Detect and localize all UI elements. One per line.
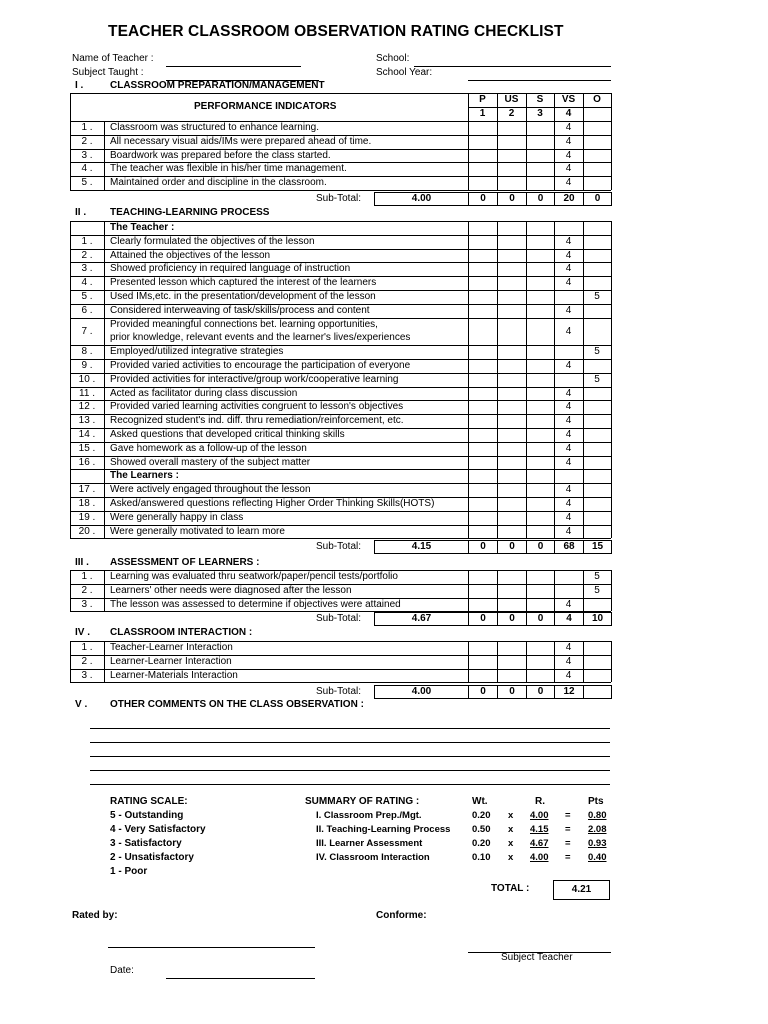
row-indicator-text: Learning was evaluated thru seatwork/paper/pencil tests/portfolio xyxy=(110,571,398,582)
score-vs: 4 xyxy=(565,387,572,399)
performance-indicators-heading: PERFORMANCE INDICATORS xyxy=(194,101,337,112)
table-rule xyxy=(526,221,527,538)
subtotal-average: 4.00 xyxy=(374,685,469,699)
school-field[interactable] xyxy=(414,66,611,67)
score-vs: 4 xyxy=(565,304,572,316)
column-head: O xyxy=(593,94,601,105)
subtotal-vs: 4 xyxy=(554,612,584,626)
score-vs: 4 xyxy=(565,235,572,247)
score-o: 5 xyxy=(594,373,600,385)
table-rule xyxy=(70,641,71,682)
row-number: 1 . xyxy=(81,642,93,653)
score-o xyxy=(583,304,611,318)
summary-row-rating: 4.00 xyxy=(530,852,549,863)
comment-line[interactable] xyxy=(90,784,610,785)
score-o xyxy=(583,162,611,176)
date-label: Date: xyxy=(110,965,134,976)
summary-row-weight: 0.10 xyxy=(472,852,491,863)
score-o xyxy=(583,249,611,263)
table-rule xyxy=(497,121,498,190)
row-indicator-text: Clearly formulated the objectives of the lesson xyxy=(110,235,315,247)
table-rule xyxy=(554,570,555,611)
row-number: 7 . xyxy=(81,325,93,337)
summary-row-label: II. Teaching-Learning Process xyxy=(316,824,451,835)
score-vs: 4 xyxy=(565,401,572,413)
rating-scale-item: 4 - Very Satisfactory xyxy=(110,824,206,835)
section-title: CLASSROOM PREPARATION/MANAGEMENT xyxy=(110,80,325,91)
score-o xyxy=(583,456,611,470)
score-o: 5 xyxy=(594,291,600,302)
comment-line[interactable] xyxy=(90,756,610,757)
table-rule xyxy=(611,93,612,121)
summary-col-r: R. xyxy=(535,796,545,807)
row-indicator-text: Provided meaningful connections bet. learning opportunities, xyxy=(110,318,378,330)
summary-row-points: 0.80 xyxy=(588,810,607,821)
score-vs: 4 xyxy=(565,325,572,337)
row-number: 3 . xyxy=(81,669,93,681)
subtotal-vs: 68 xyxy=(554,540,584,554)
table-row-rule xyxy=(70,682,611,683)
score-vs: 4 xyxy=(565,163,572,175)
subtotal-o: 0 xyxy=(583,192,612,206)
row-indicator-text: prior knowledge, relevant events and the learner's lives/experiences xyxy=(110,332,411,344)
row-number: 2 . xyxy=(81,249,93,261)
subtotal-us: 0 xyxy=(497,540,527,554)
score-o xyxy=(583,235,611,249)
score-o xyxy=(583,428,611,442)
score-o xyxy=(583,497,611,511)
score-vs: 4 xyxy=(565,277,572,289)
table-rule xyxy=(70,93,71,121)
row-number: 6 . xyxy=(81,304,93,316)
score-vs: 4 xyxy=(565,135,572,147)
score-o xyxy=(583,262,611,276)
score-o xyxy=(583,669,611,683)
row-number: 3 . xyxy=(81,149,93,161)
summary-row-weight: 0.50 xyxy=(472,824,491,835)
column-head: S xyxy=(536,94,544,105)
subtotal-s: 0 xyxy=(526,612,555,626)
summary-row-equals: = xyxy=(565,810,571,821)
score-o xyxy=(583,598,611,612)
row-number: 2 . xyxy=(81,135,93,147)
summary-row-weight: 0.20 xyxy=(472,838,491,849)
score-vs: 4 xyxy=(565,122,572,133)
row-number: 12 . xyxy=(78,401,96,413)
subtotal-o: 10 xyxy=(583,612,612,626)
score-vs xyxy=(554,570,583,584)
section-v-roman: V . xyxy=(75,699,88,710)
row-indicator-text: Employed/utilized integrative strategies xyxy=(110,346,284,358)
school-label: School: xyxy=(376,53,410,64)
summary-row-equals: = xyxy=(565,838,571,849)
summary-row-times: x xyxy=(508,838,514,849)
score-vs: 4 xyxy=(565,498,572,509)
subtotal-label: Sub-Total: xyxy=(316,193,362,204)
row-number: 14 . xyxy=(78,429,96,440)
subtotal-o: 15 xyxy=(583,540,612,554)
table-rule xyxy=(104,121,105,190)
row-number: 20 . xyxy=(78,525,96,537)
rated-by-signature-line[interactable] xyxy=(108,947,315,948)
score-vs: 4 xyxy=(565,442,572,454)
score-o: 5 xyxy=(594,571,600,582)
table-rule xyxy=(70,221,71,538)
rating-scale-item: 2 - Unsatisfactory xyxy=(110,852,194,863)
row-number: 2 . xyxy=(81,655,93,667)
summary-col-pts: Pts xyxy=(588,796,604,807)
rating-scale-title: RATING SCALE: xyxy=(110,796,188,807)
school-year-label: School Year: xyxy=(376,67,433,78)
table-rule xyxy=(468,221,469,538)
total-label: TOTAL : xyxy=(491,883,530,894)
row-indicator-text: Maintained order and discipline in the classroom. xyxy=(110,177,327,189)
score-o xyxy=(583,359,611,373)
table-rule xyxy=(611,121,612,190)
table-rule xyxy=(583,121,584,190)
score-vs xyxy=(554,345,583,359)
score-vs: 4 xyxy=(565,263,572,275)
score-vs: 4 xyxy=(565,484,572,496)
row-number: 1 . xyxy=(81,122,93,133)
score-o xyxy=(583,442,611,456)
summary-col-wt: Wt. xyxy=(472,796,488,807)
column-head: P xyxy=(479,94,486,105)
subtotal-average: 4.15 xyxy=(374,540,469,554)
row-indicator-text: Teacher-Learner Interaction xyxy=(110,642,233,653)
conforme-label: Conforme: xyxy=(376,910,427,921)
row-indicator-text: Considered interweaving of task/skills/process and content xyxy=(110,304,370,316)
table-rule xyxy=(497,570,498,611)
subtotal-p: 0 xyxy=(468,540,498,554)
subtotal-p: 0 xyxy=(468,685,498,699)
row-number: 5 . xyxy=(81,291,93,302)
row-indicator-text: Presented lesson which captured the interest of the learners xyxy=(110,277,377,289)
group-heading-teacher: The Teacher : xyxy=(110,222,175,233)
row-indicator-text: Were actively engaged throughout the lesson xyxy=(110,484,311,496)
row-indicator-text: Acted as facilitator during class discussion xyxy=(110,387,298,399)
column-number: 4 xyxy=(565,108,572,119)
total-value: 4.21 xyxy=(553,880,610,900)
row-number: 18 . xyxy=(78,498,96,509)
subtotal-us: 0 xyxy=(497,612,527,626)
section-title: ASSESSMENT OF LEARNERS : xyxy=(110,557,260,568)
summary-row-points: 0.93 xyxy=(588,838,607,849)
row-number: 2 . xyxy=(81,584,93,596)
section-roman: I . xyxy=(75,80,84,91)
score-vs xyxy=(554,290,583,304)
row-indicator-text: Asked questions that developed critical thinking skills xyxy=(110,429,345,440)
row-indicator-text: Showed overall mastery of the subject matter xyxy=(110,456,311,468)
row-indicator-text: Recognized student's ind. diff. thru remediation/reinforcement, etc. xyxy=(110,415,404,427)
table-rule xyxy=(70,121,71,190)
row-number: 4 . xyxy=(81,163,93,175)
table-rule xyxy=(526,641,527,682)
table-rule xyxy=(583,641,584,682)
score-o xyxy=(583,149,611,163)
table-rule xyxy=(497,221,498,538)
score-vs xyxy=(554,373,583,387)
table-row-rule xyxy=(70,538,611,539)
row-indicator-text: Were generally happy in class xyxy=(110,511,244,523)
score-o xyxy=(583,276,611,290)
row-indicator-text: Used IMs,etc. in the presentation/development of the lesson xyxy=(110,291,376,302)
table-rule xyxy=(583,221,584,538)
teacher-name-label: Name of Teacher : xyxy=(72,53,154,64)
subtotal-o xyxy=(583,685,612,699)
summary-title: SUMMARY OF RATING : xyxy=(305,796,420,807)
row-indicator-text: Provided varied activities to encourage the participation of everyone xyxy=(110,360,411,371)
row-indicator-text: The teacher was flexible in his/her time management. xyxy=(110,163,347,175)
score-o xyxy=(583,121,611,135)
table-rule xyxy=(468,121,469,190)
score-vs: 4 xyxy=(565,177,572,189)
subtotal-s: 0 xyxy=(526,540,555,554)
score-vs: 4 xyxy=(565,149,572,161)
score-vs: 4 xyxy=(565,249,572,261)
subtotal-label: Sub-Total: xyxy=(316,541,362,553)
subtotal-us: 0 xyxy=(497,192,527,206)
table-rule xyxy=(554,641,555,682)
score-o xyxy=(583,387,611,401)
section-roman: II . xyxy=(75,207,87,218)
score-o xyxy=(583,483,611,497)
row-indicator-text: All necessary visual aids/IMs were prepared ahead of time. xyxy=(110,135,372,147)
table-rule xyxy=(104,570,105,611)
row-number: 4 . xyxy=(81,277,93,289)
group-heading-learners: The Learners : xyxy=(110,470,179,482)
row-indicator-text: Learners' other needs were diagnosed after the lesson xyxy=(110,584,352,596)
score-o: 5 xyxy=(594,346,600,358)
score-vs: 4 xyxy=(565,429,572,440)
rating-scale-item: 5 - Outstanding xyxy=(110,810,184,821)
subject-taught-label: Subject Taught : xyxy=(72,67,144,78)
row-indicator-text: Attained the objectives of the lesson xyxy=(110,249,271,261)
summary-row-equals: = xyxy=(565,852,571,863)
table-rule xyxy=(497,641,498,682)
summary-row-times: x xyxy=(508,852,514,863)
summary-row-rating: 4.67 xyxy=(530,838,549,849)
row-number: 13 . xyxy=(78,415,96,427)
score-vs: 4 xyxy=(565,655,572,667)
section-title: TEACHING-LEARNING PROCESS xyxy=(110,207,270,218)
summary-row-rating: 4.15 xyxy=(530,824,549,835)
summary-row-points: 0.40 xyxy=(588,852,607,863)
column-head: VS xyxy=(561,94,576,105)
table-rule xyxy=(611,570,612,611)
rating-scale-item: 1 - Poor xyxy=(110,866,148,877)
column-number: 1 xyxy=(479,108,486,119)
score-vs: 4 xyxy=(565,525,572,537)
score-vs: 4 xyxy=(565,415,572,427)
row-indicator-text: Classroom was structured to enhance learning. xyxy=(110,122,319,133)
page-title: TEACHER CLASSROOM OBSERVATION RATING CHECKLIST xyxy=(108,23,564,40)
summary-row-rating: 4.00 xyxy=(530,810,549,821)
table-rule xyxy=(554,221,555,538)
row-number: 1 . xyxy=(81,235,93,247)
row-number: 19 . xyxy=(78,511,96,523)
summary-row-times: x xyxy=(508,810,514,821)
row-number: 17 . xyxy=(78,484,96,496)
teacher-name-field[interactable] xyxy=(166,66,301,67)
score-o xyxy=(583,525,611,539)
row-indicator-text: The lesson was assessed to determine if objectives were attained xyxy=(110,598,401,610)
subject-teacher-label: Subject Teacher xyxy=(501,952,573,963)
table-rule xyxy=(611,221,612,538)
row-number: 1 . xyxy=(81,571,93,582)
score-o xyxy=(583,318,611,346)
table-rule xyxy=(104,221,105,538)
subtotal-p: 0 xyxy=(468,612,498,626)
school-year-field[interactable] xyxy=(468,80,611,81)
score-vs xyxy=(554,584,583,598)
comment-line[interactable] xyxy=(90,728,610,729)
rating-scale-item: 3 - Satisfactory xyxy=(110,838,182,849)
column-head: US xyxy=(504,94,519,105)
rated-by-label: Rated by: xyxy=(72,910,118,921)
row-indicator-text: Asked/answered questions reflecting Higher Order Thinking Skills(HOTS) xyxy=(110,498,435,509)
summary-row-points: 2.08 xyxy=(588,824,607,835)
subtotal-p: 0 xyxy=(468,192,498,206)
score-o xyxy=(583,655,611,669)
table-row-rule xyxy=(70,190,611,191)
score-vs: 4 xyxy=(565,642,572,653)
section-roman: IV . xyxy=(75,627,91,638)
table-rule xyxy=(70,570,71,611)
row-indicator-text: Provided varied learning activities congruent to lesson's objectives xyxy=(110,401,404,413)
score-vs: 4 xyxy=(565,360,572,371)
date-field[interactable] xyxy=(166,978,315,979)
row-indicator-text: Provided activities for interactive/group work/cooperative learning xyxy=(110,373,399,385)
section-roman: III . xyxy=(75,557,89,568)
subtotal-s: 0 xyxy=(526,192,555,206)
row-number: 16 . xyxy=(78,456,96,468)
subtotal-label: Sub-Total: xyxy=(316,686,362,697)
row-indicator-text: Learner-Learner Interaction xyxy=(110,655,232,667)
summary-row-equals: = xyxy=(565,824,571,835)
score-o xyxy=(583,641,611,655)
row-number: 5 . xyxy=(81,177,93,189)
row-indicator-text: Boardwork was prepared before the class started. xyxy=(110,149,331,161)
table-rule xyxy=(468,570,469,611)
row-indicator-text: Gave homework as a follow-up of the lesson xyxy=(110,442,307,454)
row-indicator-text: Showed proficiency in required language of instruction xyxy=(110,263,351,275)
score-vs: 4 xyxy=(565,511,572,523)
score-o xyxy=(583,176,611,190)
subtotal-vs: 20 xyxy=(554,192,584,206)
row-indicator-text: Learner-Materials Interaction xyxy=(110,669,238,681)
subtotal-label: Sub-Total: xyxy=(316,613,362,625)
subtotal-vs: 12 xyxy=(554,685,584,699)
row-number: 3 . xyxy=(81,598,93,610)
table-rule xyxy=(104,641,105,682)
subtotal-average: 4.67 xyxy=(374,612,469,626)
summary-row-times: x xyxy=(508,824,514,835)
column-number xyxy=(583,107,611,121)
row-indicator-text: Were generally motivated to learn more xyxy=(110,525,285,537)
comment-line[interactable] xyxy=(90,742,610,743)
row-number: 11 . xyxy=(79,387,95,399)
section-v-title: OTHER COMMENTS ON THE CLASS OBSERVATION : xyxy=(110,699,364,710)
table-rule xyxy=(611,641,612,682)
table-rule xyxy=(526,121,527,190)
summary-row-label: IV. Classroom Interaction xyxy=(316,852,430,863)
subtotal-us: 0 xyxy=(497,685,527,699)
score-o: 5 xyxy=(594,584,600,596)
column-number: 2 xyxy=(508,108,515,119)
summary-row-label: III. Learner Assessment xyxy=(316,838,423,849)
column-number: 3 xyxy=(537,108,543,119)
score-o xyxy=(583,400,611,414)
table-rule xyxy=(583,570,584,611)
subtotal-s: 0 xyxy=(526,685,555,699)
subtotal-average: 4.00 xyxy=(374,192,469,206)
row-number: 15 . xyxy=(78,442,96,454)
table-rule xyxy=(468,641,469,682)
score-vs: 4 xyxy=(565,598,572,610)
score-vs: 4 xyxy=(565,669,572,681)
summary-row-label: I. Classroom Prep./Mgt. xyxy=(316,810,422,821)
score-o xyxy=(583,511,611,525)
summary-row-weight: 0.20 xyxy=(472,810,491,821)
row-number: 10 . xyxy=(78,373,96,385)
comment-line[interactable] xyxy=(90,770,610,771)
section-title: CLASSROOM INTERACTION : xyxy=(110,627,253,638)
row-number: 9 . xyxy=(81,360,93,371)
score-o xyxy=(583,135,611,149)
row-number: 8 . xyxy=(81,346,93,358)
table-rule xyxy=(526,570,527,611)
row-number: 3 . xyxy=(81,263,93,275)
score-o xyxy=(583,414,611,428)
table-rule xyxy=(554,121,555,190)
score-vs: 4 xyxy=(565,456,572,468)
